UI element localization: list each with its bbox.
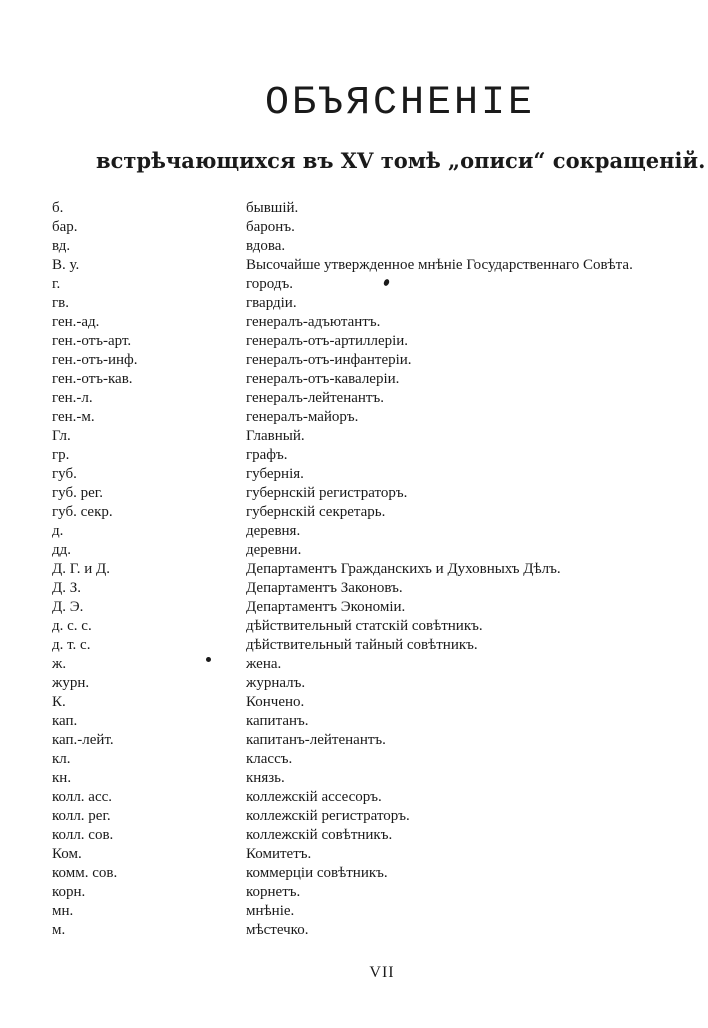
abbreviation-term: колл. асс. (52, 789, 113, 805)
abbreviation-term: Д. Г. и Д. (52, 561, 110, 577)
abbreviation-term: ген.-ад. (52, 314, 100, 330)
abbreviation-row (0, 693, 708, 712)
abbreviation-definition: гвардіи. (246, 295, 297, 311)
abbreviation-definition: Департаментъ Гражданскихъ и Духовныхъ Дѣлъ. (246, 561, 561, 577)
abbreviation-term: кап. (52, 713, 78, 729)
abbreviation-definition: дѣйствительный статскій совѣтникъ. (246, 618, 483, 634)
abbreviation-definition: капитанъ. (246, 713, 309, 729)
abbreviation-definition: Кончено. (246, 694, 305, 710)
abbreviation-row (0, 294, 708, 313)
abbreviation-definition: жена. (246, 656, 282, 672)
abbreviation-definition: бывшій. (246, 200, 299, 216)
abbreviation-row (0, 465, 708, 484)
abbreviation-definition: генералъ-лейтенантъ. (246, 390, 384, 406)
abbreviation-term: б. (52, 200, 64, 216)
abbreviation-definition: журналъ. (246, 675, 306, 691)
abbreviation-row (0, 332, 708, 351)
abbreviation-term: комм. сов. (52, 865, 118, 881)
abbreviation-term: колл. сов. (52, 827, 114, 843)
abbreviation-term: мн. (52, 903, 74, 919)
abbreviation-definition: Высочайше утвержденное мнѣніе Государственнаго Совѣта. (246, 257, 633, 273)
abbreviation-row (0, 522, 708, 541)
abbreviation-definition: Департаментъ Законовъ. (246, 580, 403, 596)
abbreviation-definition: дѣйствительный тайный совѣтникъ. (246, 637, 478, 653)
abbreviation-term: колл. рег. (52, 808, 111, 824)
abbreviation-definition: князь. (246, 770, 285, 786)
abbreviation-definition: классъ. (246, 751, 293, 767)
abbreviation-row (0, 579, 708, 598)
ink-speck (206, 657, 211, 662)
abbreviation-row (0, 636, 708, 655)
abbreviation-row (0, 902, 708, 921)
abbreviation-term: корн. (52, 884, 86, 900)
abbreviation-term: д. т. с. (52, 637, 91, 653)
abbreviation-row (0, 218, 708, 237)
abbreviation-list (0, 199, 708, 940)
abbreviation-definition: коллежскій ассесоръ. (246, 789, 382, 805)
abbreviation-row (0, 731, 708, 750)
abbreviation-term: Ком. (52, 846, 82, 862)
abbreviation-row (0, 427, 708, 446)
abbreviation-row (0, 883, 708, 902)
abbreviation-definition: генералъ-отъ-артиллеріи. (246, 333, 409, 349)
abbreviation-term: кл. (52, 751, 71, 767)
abbreviation-row (0, 655, 708, 674)
abbreviation-definition: Главный. (246, 428, 305, 444)
abbreviation-definition: коммерціи совѣтникъ. (246, 865, 388, 881)
abbreviation-term: ген.-отъ-кав. (52, 371, 133, 387)
abbreviation-term: В. у. (52, 257, 80, 273)
abbreviation-term: журн. (52, 675, 90, 691)
abbreviation-term: К. (52, 694, 66, 710)
abbreviation-definition: баронъ. (246, 219, 295, 235)
abbreviation-definition: генералъ-адъютантъ. (246, 314, 381, 330)
abbreviation-term: Гл. (52, 428, 71, 444)
abbreviation-term: губ. рег. (52, 485, 103, 501)
abbreviation-definition: Комитетъ. (246, 846, 312, 862)
abbreviation-definition: губернскій регистраторъ. (246, 485, 408, 501)
abbreviation-term: гв. (52, 295, 69, 311)
abbreviation-row (0, 921, 708, 940)
abbreviation-row (0, 750, 708, 769)
abbreviation-term: ген.-отъ-инф. (52, 352, 138, 368)
abbreviation-definition: капитанъ-лейтенантъ. (246, 732, 386, 748)
abbreviation-row (0, 788, 708, 807)
abbreviation-term: гр. (52, 447, 70, 463)
abbreviation-term: ген.-отъ-арт. (52, 333, 132, 349)
abbreviation-row (0, 199, 708, 218)
abbreviation-term: ген.-м. (52, 409, 95, 425)
abbreviation-definition: Департаментъ Экономіи. (246, 599, 406, 615)
abbreviation-row (0, 351, 708, 370)
abbreviation-row (0, 826, 708, 845)
abbreviation-row (0, 503, 708, 522)
abbreviation-row (0, 313, 708, 332)
abbreviation-term: д. (52, 523, 64, 539)
abbreviation-row (0, 541, 708, 560)
abbreviation-term: вд. (52, 238, 71, 254)
abbreviation-row (0, 484, 708, 503)
abbreviation-row (0, 712, 708, 731)
abbreviation-definition: корнетъ. (246, 884, 301, 900)
abbreviation-term: губ. (52, 466, 77, 482)
abbreviation-term: м. (52, 922, 66, 938)
abbreviation-definition: генералъ-отъ-кавалеріи. (246, 371, 400, 387)
abbreviation-row (0, 275, 708, 294)
abbreviation-row (0, 769, 708, 788)
abbreviation-term: дд. (52, 542, 72, 558)
abbreviation-row (0, 560, 708, 579)
abbreviation-definition: губернскій секретарь. (246, 504, 386, 520)
abbreviation-row (0, 256, 708, 275)
abbreviation-definition: графъ. (246, 447, 288, 463)
abbreviation-term: бар. (52, 219, 78, 235)
page-number: VII (369, 964, 395, 981)
abbreviation-term: кн. (52, 770, 72, 786)
abbreviation-row (0, 408, 708, 427)
abbreviation-row (0, 674, 708, 693)
abbreviation-definition: деревни. (246, 542, 302, 558)
abbreviation-term: кап.-лейт. (52, 732, 114, 748)
abbreviation-term: Д. Э. (52, 599, 84, 615)
page-subtitle: встрѣчающихся въ XV томѣ „описи“ сокращеній. (96, 148, 706, 173)
abbreviation-term: г. (52, 276, 61, 292)
abbreviation-definition: городъ. (246, 276, 293, 292)
page-title: ОБЪЯСНЕНІЕ (264, 81, 536, 126)
abbreviation-definition: генералъ-отъ-инфантеріи. (246, 352, 412, 368)
abbreviation-term: ген.-л. (52, 390, 93, 406)
abbreviation-definition: мѣстечко. (246, 922, 309, 938)
abbreviation-row (0, 807, 708, 826)
abbreviation-row (0, 617, 708, 636)
abbreviation-definition: коллежскій совѣтникъ. (246, 827, 393, 843)
abbreviation-definition: мнѣніе. (246, 903, 295, 919)
abbreviation-definition: генералъ-майоръ. (246, 409, 359, 425)
abbreviation-term: ж. (52, 656, 67, 672)
abbreviation-definition: деревня. (246, 523, 301, 539)
abbreviation-definition: губернія. (246, 466, 304, 482)
abbreviation-term: губ. секр. (52, 504, 113, 520)
abbreviation-row (0, 370, 708, 389)
abbreviation-term: Д. З. (52, 580, 81, 596)
abbreviation-row (0, 845, 708, 864)
abbreviation-definition: вдова. (246, 238, 286, 254)
abbreviation-term: д. с. с. (52, 618, 92, 634)
abbreviation-row (0, 598, 708, 617)
abbreviation-row (0, 446, 708, 465)
abbreviation-row (0, 389, 708, 408)
abbreviation-row (0, 864, 708, 883)
abbreviation-definition: коллежскій регистраторъ. (246, 808, 410, 824)
abbreviation-row (0, 237, 708, 256)
